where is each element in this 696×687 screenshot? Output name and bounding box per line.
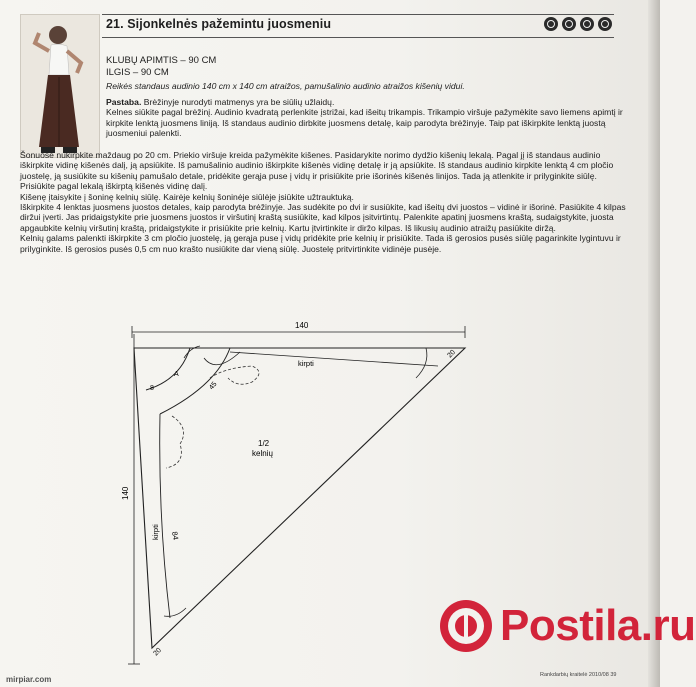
cut-label-top: kirpti bbox=[298, 359, 314, 368]
postila-wordmark: Postila.ru bbox=[500, 601, 696, 650]
instructions-top bbox=[106, 97, 626, 139]
corner-bottom-label: 20 bbox=[152, 646, 163, 658]
instruction-paragraph: Šonuose nukirpkite maždaug po 20 cm. Priekio viršuje kreida pažymėkite kišenes. Pasidarykite norimo dydžio kišenių lekalą. Pagal jį iš standaus audinio iškirpkite vidinę kišenės dalį, ją apsiūkite. Iš pamušalinio audinio iškirpkite kišenės vidinę detalę ir ją apsiūkite. Iš standaus audinio kirpkite lenktą 4 cm pločio juostelę, ją susiūkite su kišenių pamušalo detale, pridėkite gerąja puse į vidų ir prisiūkite prie išorinės kišenės linijos. Tada ją atlenkite ir prilyginkite siūlę. Prisiūkite pagal lekalą iškirptą kišenės vidinę dalį. bbox=[20, 150, 614, 192]
instruction-paragraph: Iškirpkite 4 lenktas juosmens juostos detales, kaip parodyta brėžinyje. Jas sudėkite po dvi ir susiūkite, kad išeitų dvi juostos – vidinė ir išorinė. Pasiūkite 4 kilpas diržui įverti. Jas pridaigstykite prie juosmens juostos ir viršutinį kraštą susiūkite, kad kilpos įsitvirtintų. Palenkite apatinį juosmens kraštą, sudaigstykite, juosta apgaubkite kelnių viršutinį kraštą, pridaigstykite ir prisiūkite prie kelnių. Kartu įtvirtinkite ir diržo kilpas. Iš likusių audinio atraižų pasiūkite diržą. bbox=[20, 202, 626, 233]
cut-label-left: kirpti bbox=[151, 524, 160, 540]
corner-right-label: 20 bbox=[446, 348, 457, 360]
page-footer bbox=[540, 672, 616, 678]
instructions-main bbox=[20, 150, 626, 254]
note-label: Pastaba. bbox=[106, 97, 142, 107]
page-title: 21. Sijonkelnės pažemintu juosmeniu bbox=[106, 17, 332, 31]
postila-watermark bbox=[438, 598, 696, 654]
materials-note: Reikės standaus audinio 140 cm x 140 cm atraižos, pamušalinio audinio atraižos kišenių vidui. bbox=[106, 81, 465, 91]
button-icon bbox=[598, 17, 612, 31]
length-measurement: ILGIS – 90 CM bbox=[106, 67, 169, 78]
difficulty-rating bbox=[544, 17, 612, 31]
page-number: 39 bbox=[610, 672, 617, 678]
hips-measurement: KLUBŲ APIMTIS – 90 CM bbox=[106, 55, 217, 66]
note-paragraph bbox=[106, 97, 626, 107]
button-icon bbox=[562, 17, 576, 31]
instruction-paragraph: Kelnių galams palenkti iškirpkite 3 cm pločio juostelę, ją gerąja puse į vidų pridėkite prie kelnių ir prisiūkite. Tada iš gerosios pusės siūlę pagarinkite lygintuvu ir prilyginkite. Iš gerosios pusės 0,5 cm nuo krašto nusiūkite dar vieną siūlę. Juostelę pritvirtinkite vidinėje pusėje. bbox=[20, 233, 621, 254]
left-dimension: 140 bbox=[121, 486, 130, 500]
pattern-diagram bbox=[120, 318, 480, 668]
pattern-header bbox=[102, 14, 614, 38]
instruction-paragraph: Kelnes siūkite pagal brėžinį. Audinio kvadratą perlenkite įstrižai, kad išeitų trikampis. Trikampio viršuje pažymėkite savo liemens apimtį ir kirpkite lenktą juosmens liniją. Iš standaus audinio dirbkite juosmens detalę, kaip parodyta brėžinyje. Taip pat iškirpkite lenktą juostą juosmeniui palenkti. bbox=[106, 107, 623, 139]
top-dimension: 140 bbox=[295, 321, 309, 330]
button-icon bbox=[544, 17, 558, 31]
source-watermark: mirpiar.com bbox=[6, 675, 52, 684]
diagonal-length: 84 bbox=[170, 530, 181, 541]
measurements bbox=[106, 55, 216, 79]
waist-a-value: 8 bbox=[150, 385, 154, 392]
center-label-text: kelnių bbox=[252, 449, 273, 458]
note-text: Brėžinyje nurodyti matmenys yra be siūlių užlaidų. bbox=[141, 97, 335, 107]
point-a-label: A bbox=[174, 371, 179, 378]
magazine-name: Rankdarbių kraitelė 2010/08 bbox=[540, 672, 609, 678]
waist-b-value: 45 bbox=[208, 380, 219, 392]
page-gutter bbox=[648, 0, 660, 687]
button-icon bbox=[580, 17, 594, 31]
postila-logo-icon bbox=[438, 598, 494, 654]
model-photo bbox=[20, 14, 100, 158]
instruction-paragraph: Kišenę įtaisykite į šoninę kelnių siūlę. Kairėje kelnių šoninėje siūlėje įsiūkite užtrauktuką. bbox=[20, 191, 354, 202]
center-label-fraction: 1/2 bbox=[258, 439, 270, 448]
